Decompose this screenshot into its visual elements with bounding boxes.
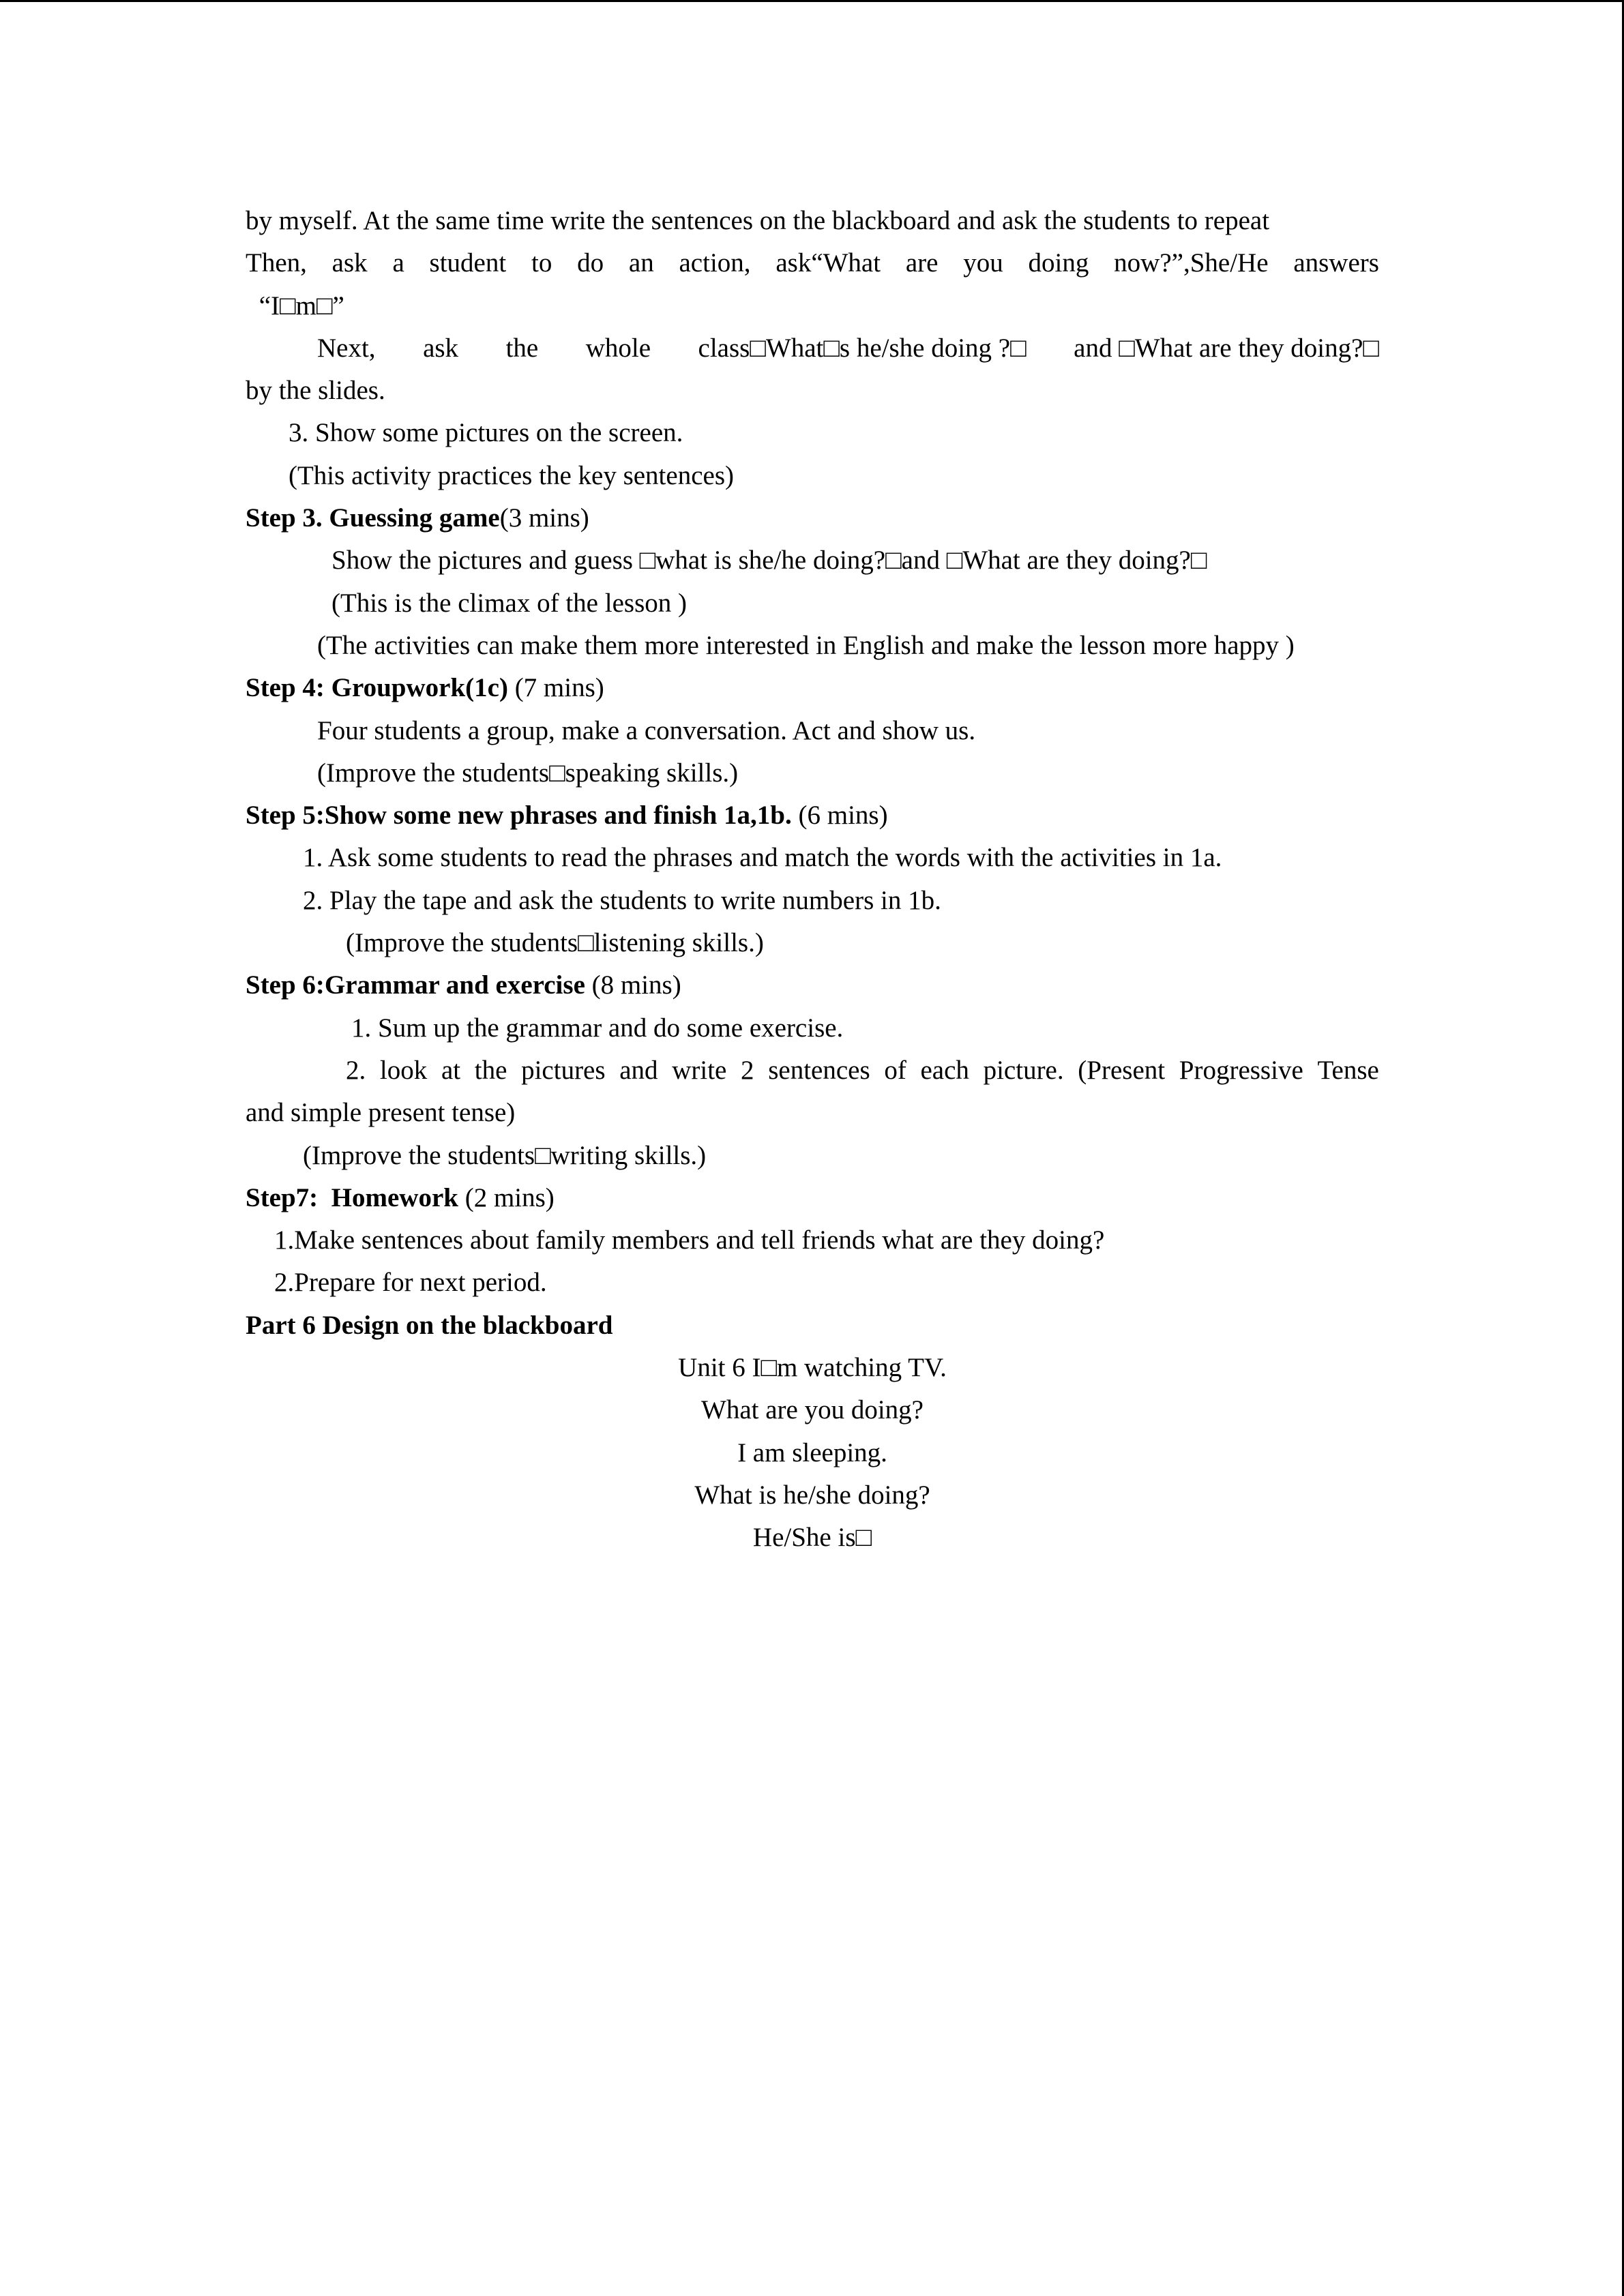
text-line-justified xyxy=(246,1049,1379,1092)
step-duration: (2 mins) xyxy=(458,1182,555,1212)
word: ask xyxy=(423,333,459,363)
text-line: (This is the climax of the lesson ) xyxy=(331,588,687,618)
word: and □What are they doing?□ xyxy=(1074,333,1379,363)
text-line: (This activity practices the key sentences) xyxy=(289,460,734,490)
word: (Present xyxy=(1078,1055,1166,1085)
word: the xyxy=(474,1055,507,1085)
word: the xyxy=(505,333,539,363)
word: you xyxy=(963,248,1003,278)
step-heading-bold: Step7: Homework xyxy=(246,1182,458,1212)
step-duration: (7 mins) xyxy=(507,673,604,703)
word: pictures xyxy=(521,1055,606,1085)
step-heading-bold: Step 4: Groupwork(1c) xyxy=(246,673,508,703)
word: to xyxy=(531,248,552,278)
text-line: 2. Play the tape and ask the students to write numbers in 1b. xyxy=(303,885,941,915)
word: 2. xyxy=(346,1055,366,1085)
word: of xyxy=(884,1055,906,1085)
word: doing xyxy=(1028,248,1089,278)
word: do xyxy=(577,248,604,278)
word: Tense xyxy=(1317,1055,1379,1085)
step-heading-bold: Step 3. Guessing game xyxy=(246,503,500,533)
text-line: 2.Prepare for next period. xyxy=(274,1268,547,1298)
text-line: (Improve the students□writing skills.) xyxy=(303,1140,707,1170)
text-line: 3. Show some pictures on the screen. xyxy=(289,418,683,448)
blackboard-line: I am sleeping. xyxy=(737,1437,887,1467)
word: student xyxy=(429,248,507,278)
word: 2 xyxy=(741,1055,754,1085)
word: class□What□s he/she doing ?□ xyxy=(698,333,1027,363)
word: now?”,She/He xyxy=(1114,248,1269,278)
text-line: Show the pictures and guess □what is she/he doing?□and □What are they doing?□ xyxy=(331,546,1207,576)
step-heading xyxy=(246,667,1379,709)
step-duration: (3 mins) xyxy=(499,503,589,533)
word: a xyxy=(392,248,404,278)
blackboard-line: What are you doing? xyxy=(701,1395,924,1425)
text-line: 1. Ask some students to read the phrases and match the words with the activities in 1a. xyxy=(303,843,1222,873)
blackboard-line: Unit 6 I□m watching TV. xyxy=(678,1353,947,1383)
text-line: and simple present tense) xyxy=(246,1098,516,1128)
text-line: 1.Make sentences about family members and tell friends what are they doing? xyxy=(274,1225,1105,1255)
document-body xyxy=(246,200,1379,1560)
word: and xyxy=(619,1055,658,1085)
word: action, xyxy=(679,248,751,278)
word: each xyxy=(920,1055,969,1085)
text-line: (Improve the students□speaking skills.) xyxy=(317,758,739,788)
text-line: by the slides. xyxy=(246,376,385,406)
word: answers xyxy=(1293,248,1379,278)
word: are xyxy=(905,248,939,278)
step-duration: (6 mins) xyxy=(791,801,888,831)
word: ask xyxy=(331,248,368,278)
word: write xyxy=(672,1055,727,1085)
word: at xyxy=(441,1055,461,1085)
blackboard-design xyxy=(246,1347,1379,1559)
text-line: (Improve the students□listening skills.) xyxy=(346,928,764,958)
step-heading-bold: Step 5:Show some new phrases and finish 1a,1b. xyxy=(246,801,792,831)
word: an xyxy=(628,248,654,278)
word: ask“What xyxy=(776,248,881,278)
step-heading xyxy=(246,794,1379,837)
word: sentences xyxy=(768,1055,870,1085)
text-line-justified xyxy=(246,242,1379,284)
word: Progressive xyxy=(1179,1055,1303,1085)
text-line: by myself. At the same time write the sentences on the blackboard and ask the students to repeat xyxy=(246,206,1270,235)
part-heading: Part 6 Design on the blackboard xyxy=(246,1310,613,1340)
word: Next, xyxy=(317,333,376,363)
word: Then, xyxy=(246,248,307,278)
step-heading xyxy=(246,497,1379,539)
text-line: 1. Sum up the grammar and do some exercise. xyxy=(351,1013,844,1043)
step-duration: (8 mins) xyxy=(585,970,681,1000)
word: whole xyxy=(585,333,651,363)
step-heading-bold: Step 6:Grammar and exercise xyxy=(246,970,585,1000)
text-line: “I□m□” xyxy=(252,290,344,320)
word: look xyxy=(379,1055,428,1085)
word: picture. xyxy=(983,1055,1064,1085)
step-heading xyxy=(246,1177,1379,1219)
text-line-justified xyxy=(246,327,1379,370)
page-border-top xyxy=(0,0,1624,2)
step-heading xyxy=(246,964,1379,1007)
text-line: (The activities can make them more interested in English and make the lesson more happy ) xyxy=(317,630,1295,660)
blackboard-line: He/She is□ xyxy=(752,1523,872,1553)
text-line: Four students a group, make a conversation. Act and show us. xyxy=(317,715,976,745)
blackboard-line: What is he/she doing? xyxy=(694,1480,930,1510)
